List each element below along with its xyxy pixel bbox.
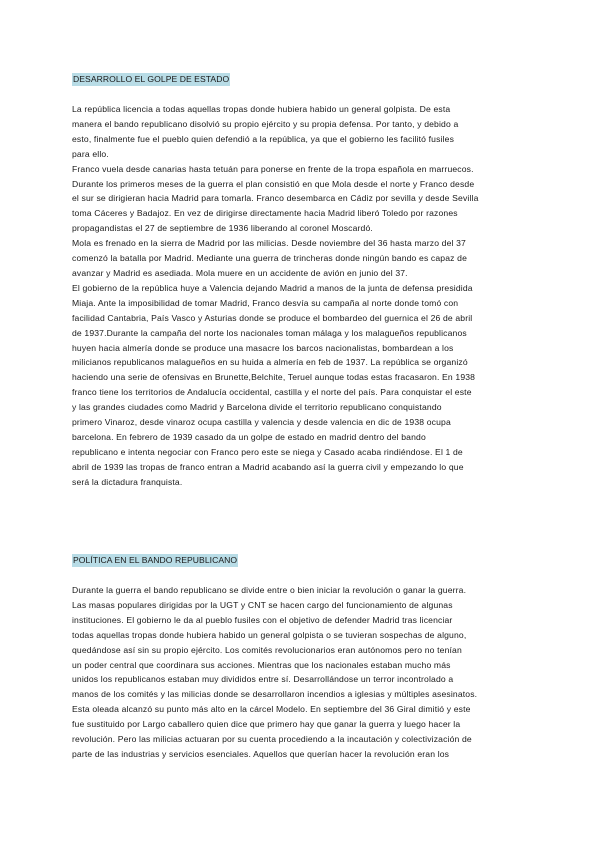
text-line: Franco vuela desde canarias hasta tetuán para ponerse en frente de la tropa española en marruecos. [72,163,474,174]
text-line: Mola es frenado en la sierra de Madrid por las milicias. Desde noviembre del 36 hasta marzo del 37 [72,238,466,249]
paragraph-republicano [72,583,528,762]
text-line: barcelona. En febrero de 1939 casado da un golpe de estado en madrid dentro del bando [72,431,426,442]
text-line: quedándose así sin su propio ejército. Los comités revolucionarios eran autónomos pero no tenían [72,644,462,655]
text-line: comenzó la batalla por Madrid. Mediante una guerra de trincheras donde ningún bando es capaz de [72,253,468,264]
text-line: Durante la guerra el bando republicano se divide entre o bien iniciar la revolución o ganar la guerra. [72,585,467,595]
text-line: un poder central que coordinara sus acciones. Mientras que los nacionales estaban mucho más [72,659,451,670]
text-line: huyen hacia almería donde se produce una masacre los barcos nacionalistas, bombardean a los [72,342,454,353]
text-line: para ello. [72,148,109,159]
text-line: milicianos republicanos malagueños en su huida a almería en feb de 1937. La república se organizó [72,357,468,368]
text-line: instituciones. El gobierno le da al pueblo fusiles con el objetivo de defender Madrid tras licenciar [72,614,453,625]
text-line: propagandistas el 27 de septiembre de 1936 liberando al coronel Moscardó. [72,223,373,234]
text-line: haciendo una serie de ofensivas en Brunette,Belchite, Teruel aunque todas estas fracasaron. En 1938 [72,372,476,383]
section-heading-republicano: POLÍTICA EN EL BANDO REPUBLICANO [73,555,238,565]
text-line: facilidad Cantabria, País Vasco y Asturias donde se produce el bombardeo del guernica el 26 de abril [72,312,473,323]
text-line: abril de 1939 las tropas de franco entran a Madrid acabando así la guerra civil y empezando lo que [72,461,464,472]
text-line: unidos los republicanos estaban muy divididos entre sí. Desarrollándose un terror incontrolado a [72,674,454,685]
text-line: avanzar y Madrid es asediada. Mola muere en un accidente de avión en junio del 37. [72,267,408,278]
text-line: republicano e intenta negociar con Franco pero este se niega y Casado acaba rindiéndose. El 1 de [72,446,463,457]
text-line: Miaja. Ante la imposibilidad de tomar Madrid, Franco desvía su campaña al norte donde tomó con [72,297,459,308]
text-line: Durante los primeros meses de la guerra el plan consistió en que Mola desde el norte y Franco desde [72,178,475,189]
text-line: manera el bando republicano disolvió su propio ejército y su propia defensa. Por tanto, y debido a [72,118,459,129]
text-line: El gobierno de la república huye a Valencia dejando Madrid a manos de la junta de defensa presidida [72,282,473,293]
text-line: revolución. Pero las milicias actuaran por su cuenta procediendo a la incautación y colectivización de [72,734,472,745]
text-line: todas aquellas tropas donde hubiera habido un general golpista o se tuvieran sospechas de alguno, [72,629,467,640]
text-line: La república licencia a todas aquellas tropas donde hubiera habido un general golpista. De esta [72,104,451,114]
text-line: de 1937.Durante la campaña del norte los nacionales toman málaga y los malagueños republicanos [72,327,467,338]
text-line: manos de los comités y las milicias donde se desarrollaron incendios a iglesias y múltiples asesinatos. [72,689,478,700]
text-line: y las grandes ciudades como Madrid y Barcelona divide el territorio republicano conquistando [72,402,442,413]
section-heading-golpe: DESARROLLO EL GOLPE DE ESTADO [73,74,230,84]
text-line: fue sustituido por Largo caballero quien dice que primero hay que ganar la guerra y luego hacer la [72,719,461,730]
text-line: Las masas populares dirigidas por la UGT y CNT se hacen cargo del funcionamiento de algunas [72,599,453,610]
text-line: Esta oleada alcanzó su punto más alto en la cárcel Modelo. En septiembre del 36 Giral dimitió y este [72,704,471,715]
text-line: franco tiene los territorios de Andalucía occidental, castilla y el norte del país. Para conquistar el este [72,387,472,398]
text-line: será la dictadura franquista. [72,476,183,487]
text-line: parte de las industrias y servicios esenciales. Aquellos que querían hacer la revolución eran los [72,748,450,759]
text-line: toma Cáceres y Badajoz. En vez de dirigirse directamente hacia Madrid liberó Toledo por razones [72,208,458,219]
text-line: esto, finalmente fue el pueblo quien defendió a la república, ya que el gobierno les facilitó fusiles [72,133,455,144]
text-line: primero Vinaroz, desde vinaroz ocupa castilla y valencia y desde valencia en dic de 1938 ocupa [72,417,451,428]
paragraph-golpe [72,102,528,490]
text-line: el sur se dirigieran hacia Madrid para tomarla. Franco desembarca en Cádiz por sevilla y desde Sevilla [72,193,479,204]
